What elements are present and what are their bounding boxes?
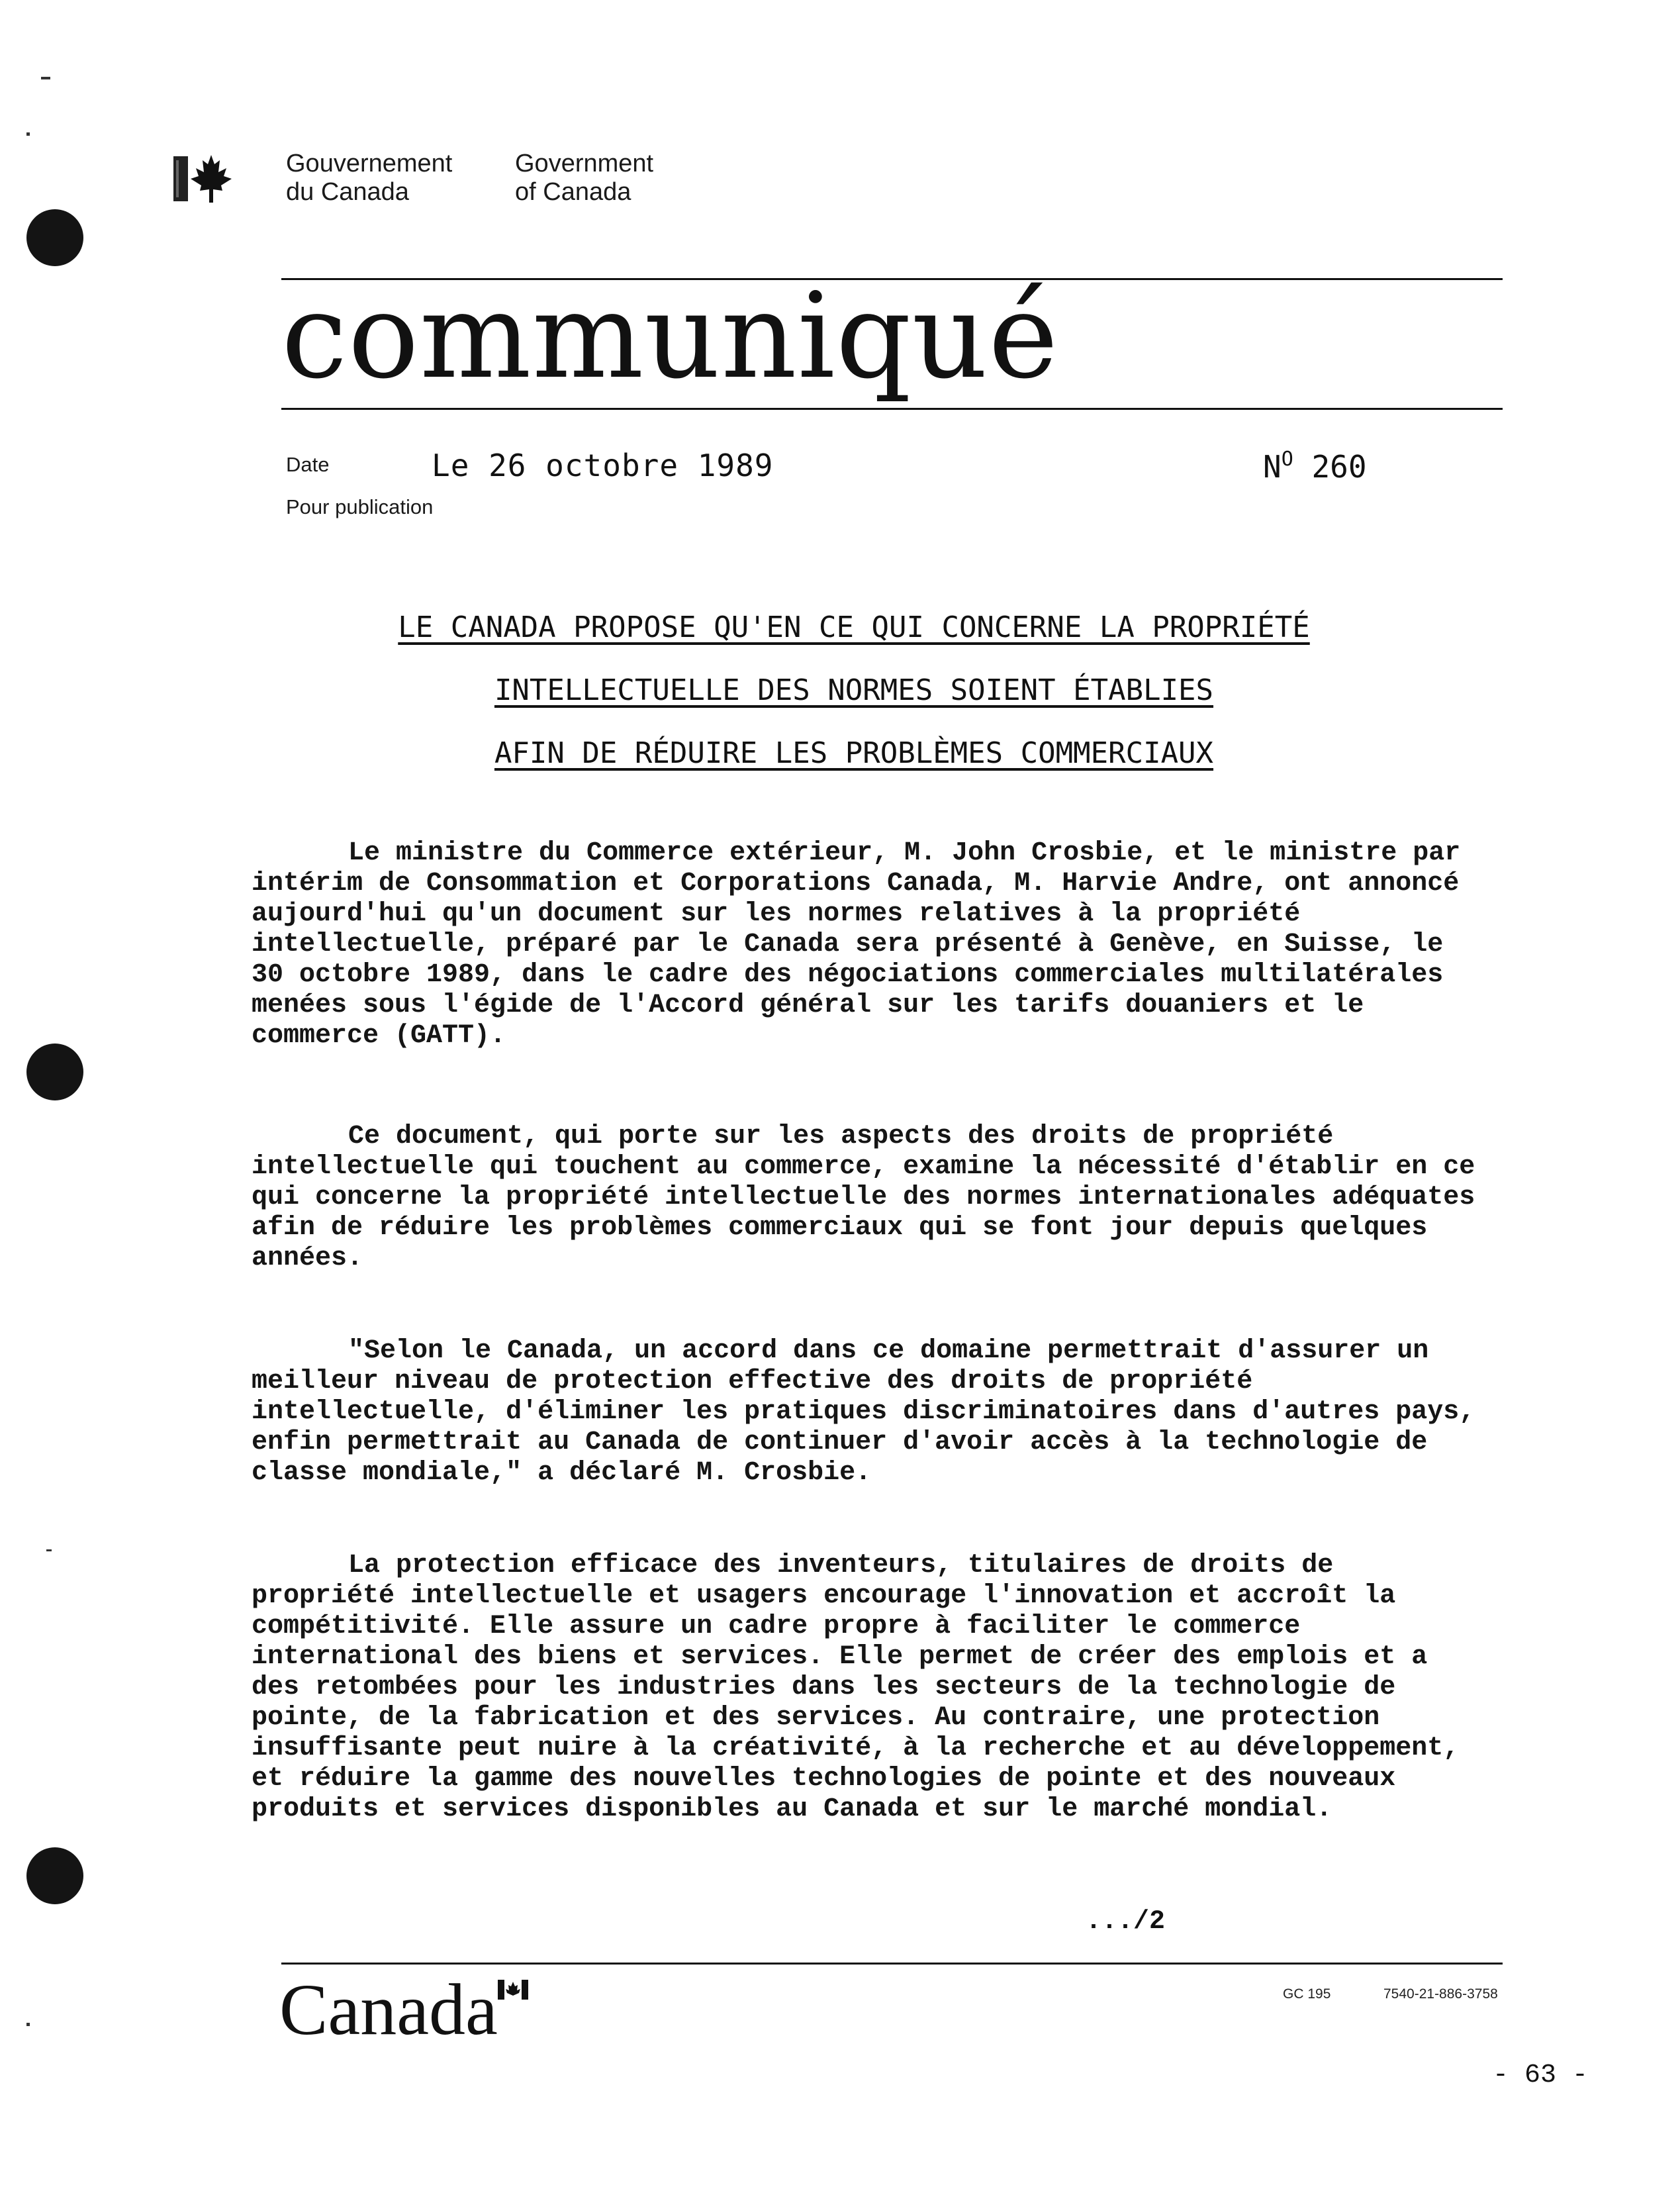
scan-speck	[46, 1549, 52, 1551]
headline	[291, 596, 1417, 785]
date-label: Date	[286, 453, 330, 476]
canada-wordmark: Canada	[279, 1969, 498, 2050]
headline-line-3: AFIN DE RÉDUIRE LES PROBLÈMES COMMERCIAUX	[494, 736, 1214, 770]
body-paragraph-2: Ce document, qui porte sur les aspects des droits de propriété intellectuelle qui touchent au commerce, examine la nécessité d'établir en ce qui concerne la propriété intellectuelle des normes internationales adéquates afin de réduire les problèmes commerciaux qui se font jour depuis quelques années.	[252, 1122, 1475, 1273]
government-name-english	[515, 150, 653, 207]
binder-hole	[26, 1044, 83, 1100]
scan-speck	[26, 2023, 30, 2026]
form-code: GC 195	[1283, 1986, 1331, 2002]
gov-en-line2: of Canada	[515, 178, 631, 206]
headline-line-2: INTELLECTUELLE DES NORMES SOIENT ÉTABLIES	[494, 673, 1214, 707]
footer-rule	[281, 1963, 1503, 1965]
gov-fr-line2: du Canada	[286, 178, 409, 206]
publication-label: Pour publication	[286, 495, 434, 518]
scan-speck	[41, 77, 50, 79]
gov-en-line1: Government	[515, 150, 654, 177]
body-paragraph-3: "Selon le Canada, un accord dans ce domaine permettrait d'assurer un meilleur niveau de protection effective des droits de propriété intellectuelle, d'éliminer les pratiques discriminatoires dans d'autres pays, enfin permettrait au Canada de continuer d'avoir accès à la technologie de classe mondiale," a déclaré M. Crosbie.	[252, 1336, 1475, 1488]
stock-number: 7540-21-886-3758	[1383, 1986, 1498, 2002]
release-number-value: 260	[1293, 449, 1367, 485]
binder-hole	[26, 1847, 83, 1904]
gov-fr-line1: Gouvernement	[286, 150, 453, 177]
wordmark-flag-icon	[498, 1980, 528, 2000]
canada-flag-icon	[173, 152, 233, 205]
continuation-marker: .../2	[1086, 1907, 1166, 1937]
headline-line-1: LE CANADA PROPOSE QU'EN CE QUI CONCERNE LA PROPRIÉTÉ	[398, 610, 1310, 644]
binder-hole	[26, 209, 83, 266]
date-value: Le 26 octobre 1989	[432, 448, 774, 483]
body-paragraph-1: Le ministre du Commerce extérieur, M. John Crosbie, et le ministre par intérim de Consommation et Corporations Canada, M. Harvie Andre, ont annoncé aujourd'hui qu'un document sur les normes relatives à la propriété intellectuelle, préparé par le Canada sera présenté à Genève, en Suisse, le 30 octobre 1989, dans le cadre des négociations commerciales multilatérales menées sous l'égide de l'Accord général sur les tarifs douaniers et le commerce (GATT).	[252, 838, 1461, 1051]
masthead-bottom-rule	[281, 408, 1503, 410]
body-paragraph-4: La protection efficace des inventeurs, titulaires de droits de propriété intellectuelle et usagers encourage l'innovation et accroît la compétitivité. Elle assure un cadre propre à faciliter le commerce international des biens et services. Elle permet de créer des emplois et a des retombées pour les industries dans les secteurs de la technologie de pointe, de la fabrication et des services. Au contraire, une protection insuffisante peut nuire à la créativité, à la recherche et au développement, et réduire la gamme des nouvelles technologies de pointe et des nouveaux produits et services disponibles au Canada et sur le marché mondial.	[252, 1551, 1460, 1824]
government-name-french	[286, 150, 452, 207]
release-number	[1263, 448, 1367, 485]
masthead-title: communiqué	[281, 267, 1059, 405]
release-number-prefix: N	[1263, 449, 1282, 485]
release-number-sup: O	[1281, 448, 1293, 471]
scan-speck	[26, 132, 30, 136]
page-number: - 63 -	[1493, 2061, 1589, 2090]
